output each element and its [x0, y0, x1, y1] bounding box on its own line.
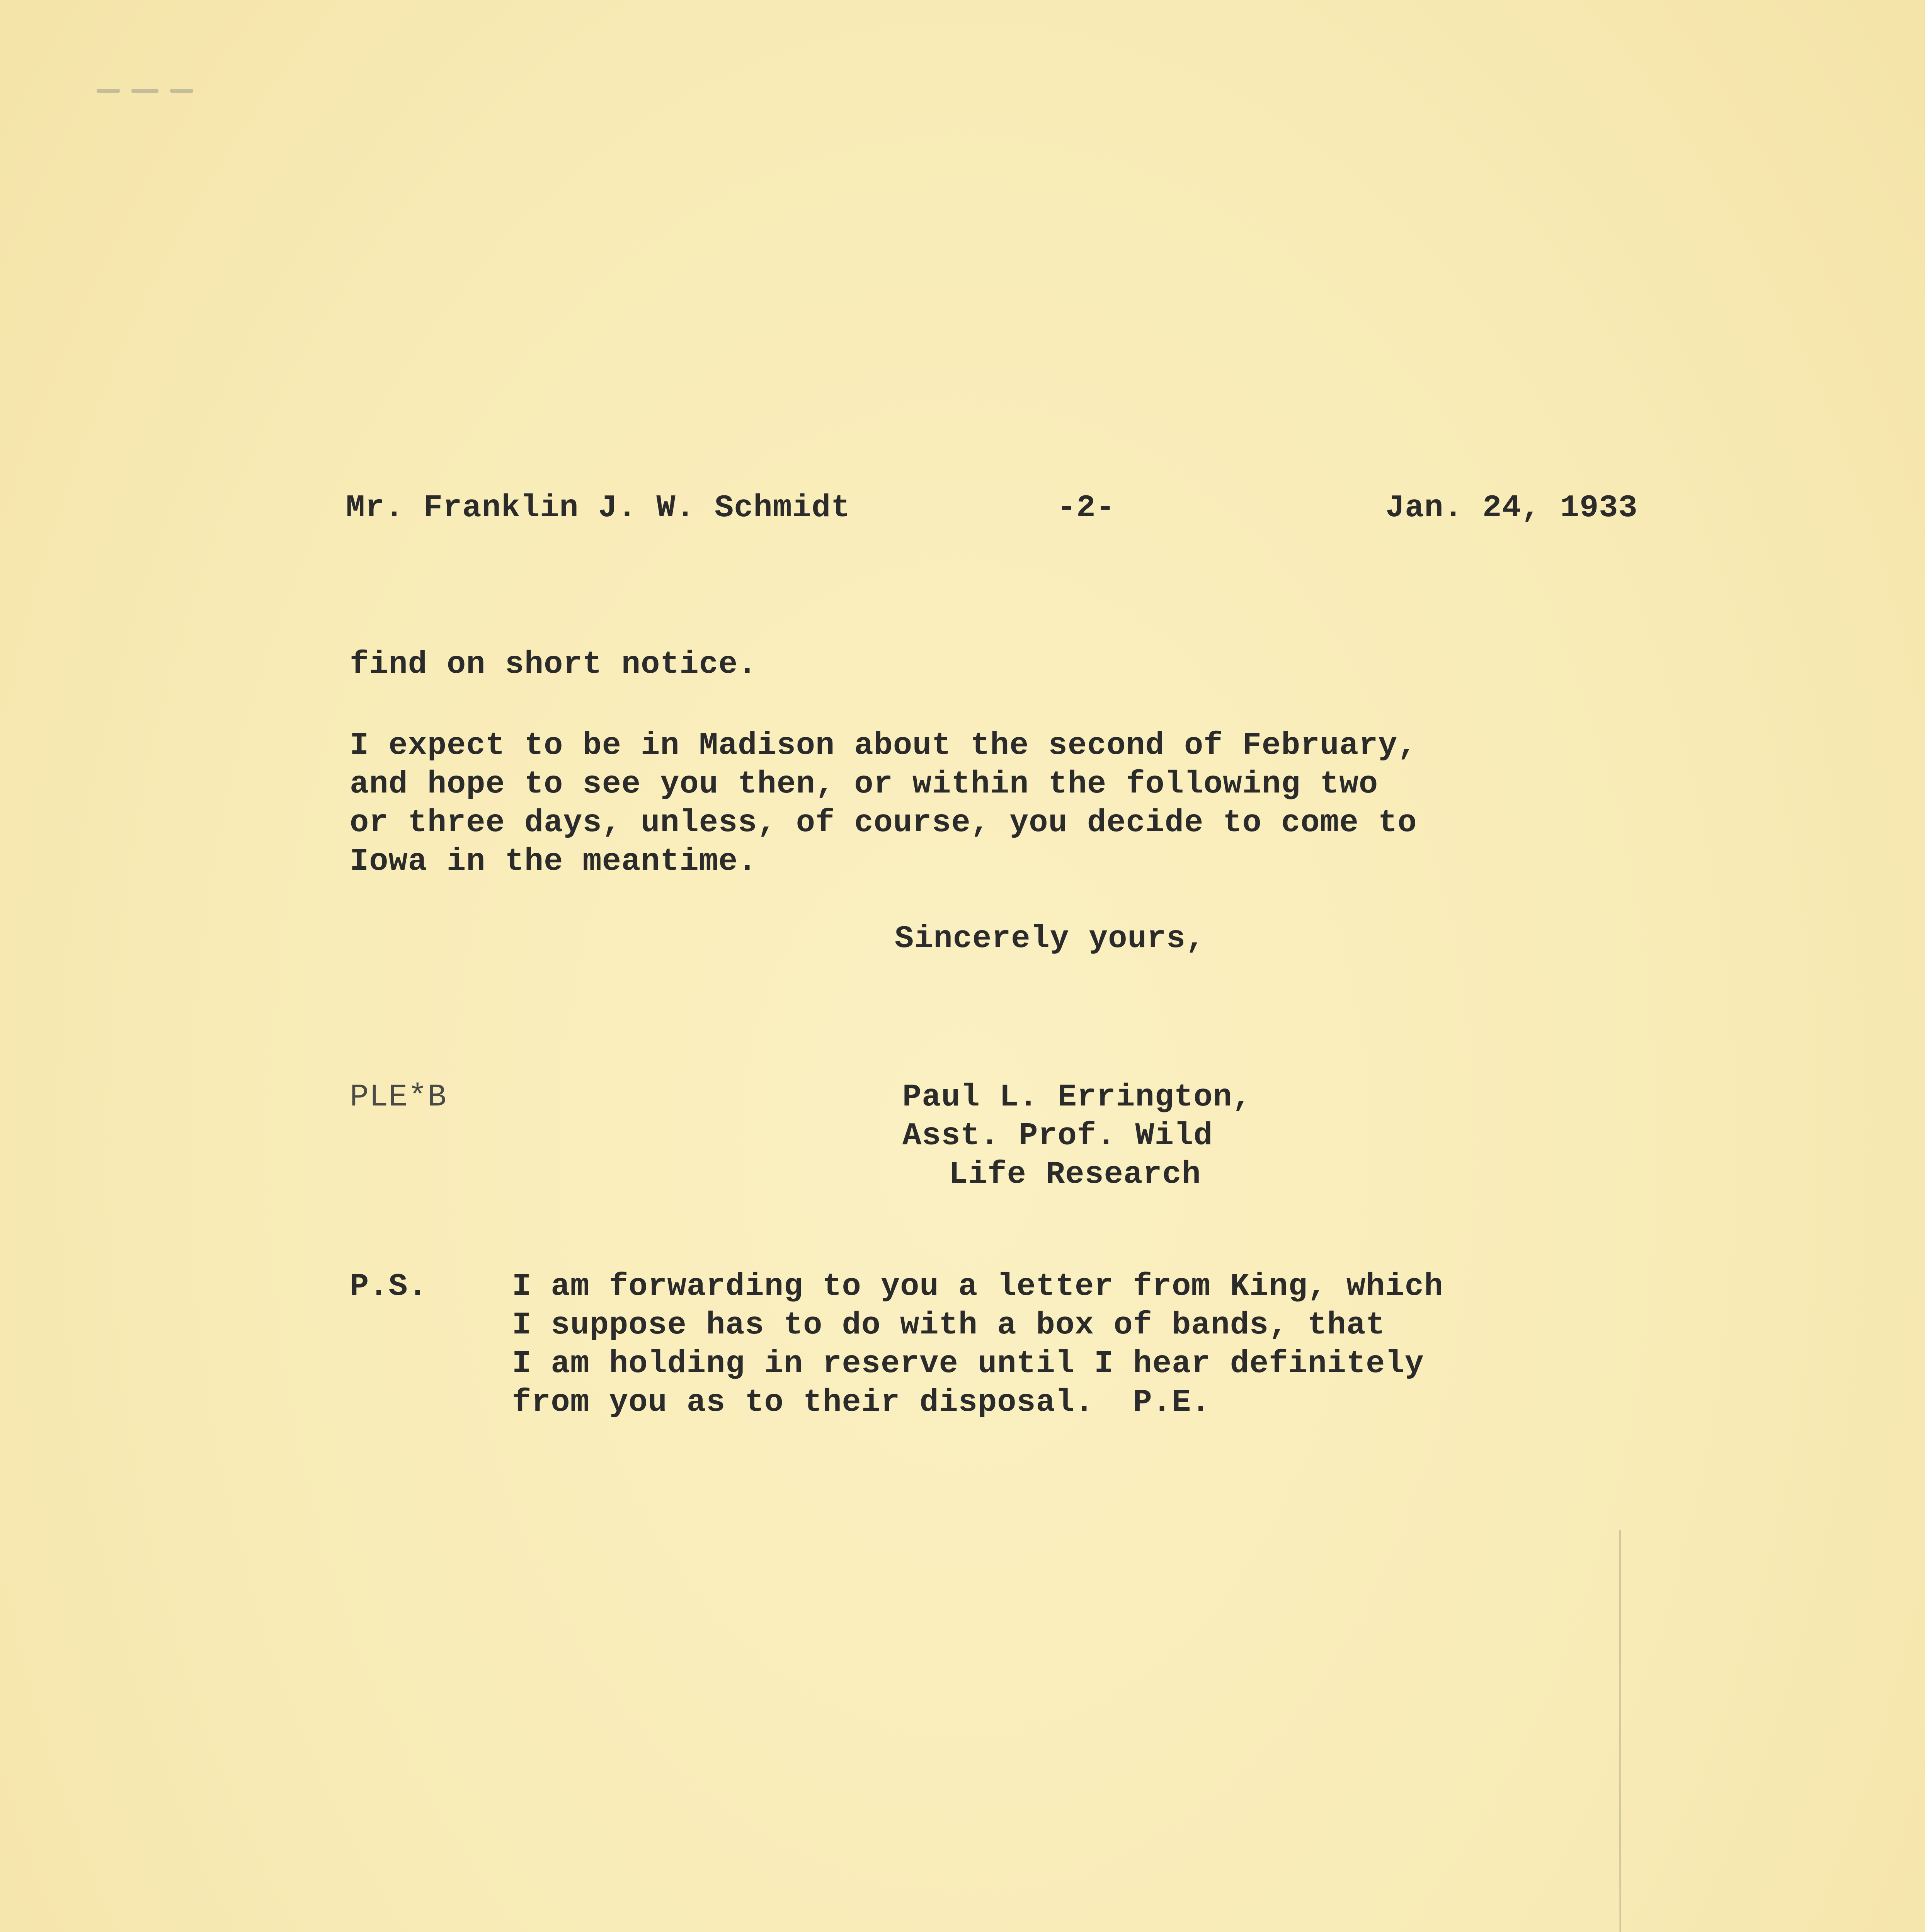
- paper-smudge-mark: [97, 85, 205, 97]
- postscript-line-1: I am forwarding to you a letter from King, which: [512, 1269, 1443, 1304]
- postscript-line-4: from you as to their disposal. P.E.: [512, 1384, 1211, 1420]
- signer-name: Paul L. Errington,: [902, 1079, 1252, 1115]
- signer-title-line-2: Life Research: [949, 1156, 1201, 1192]
- body-para-2-line-4: Iowa in the meantime.: [350, 844, 757, 879]
- postscript-line-3: I am holding in reserve until I hear definitely: [512, 1346, 1424, 1382]
- header-date: Jan. 24, 1933: [1385, 490, 1638, 526]
- postscript-label: P.S.: [350, 1269, 427, 1304]
- header-page-number: -2-: [1057, 490, 1115, 526]
- faint-pencil-mark: [1615, 1530, 1625, 1932]
- typist-initials: PLE*B: [350, 1079, 447, 1115]
- closing-salutation: Sincerely yours,: [895, 921, 1205, 957]
- header-recipient: Mr. Franklin J. W. Schmidt: [346, 490, 851, 526]
- body-line-1: find on short notice.: [350, 646, 757, 682]
- postscript-line-2: I suppose has to do with a box of bands, that: [512, 1307, 1385, 1343]
- body-para-2-line-1: I expect to be in Madison about the second of February,: [350, 728, 1417, 764]
- body-para-2-line-2: and hope to see you then, or within the following two: [350, 766, 1379, 802]
- body-para-2-line-3: or three days, unless, of course, you decide to come to: [350, 805, 1417, 841]
- signer-title-line-1: Asst. Prof. Wild: [902, 1118, 1213, 1154]
